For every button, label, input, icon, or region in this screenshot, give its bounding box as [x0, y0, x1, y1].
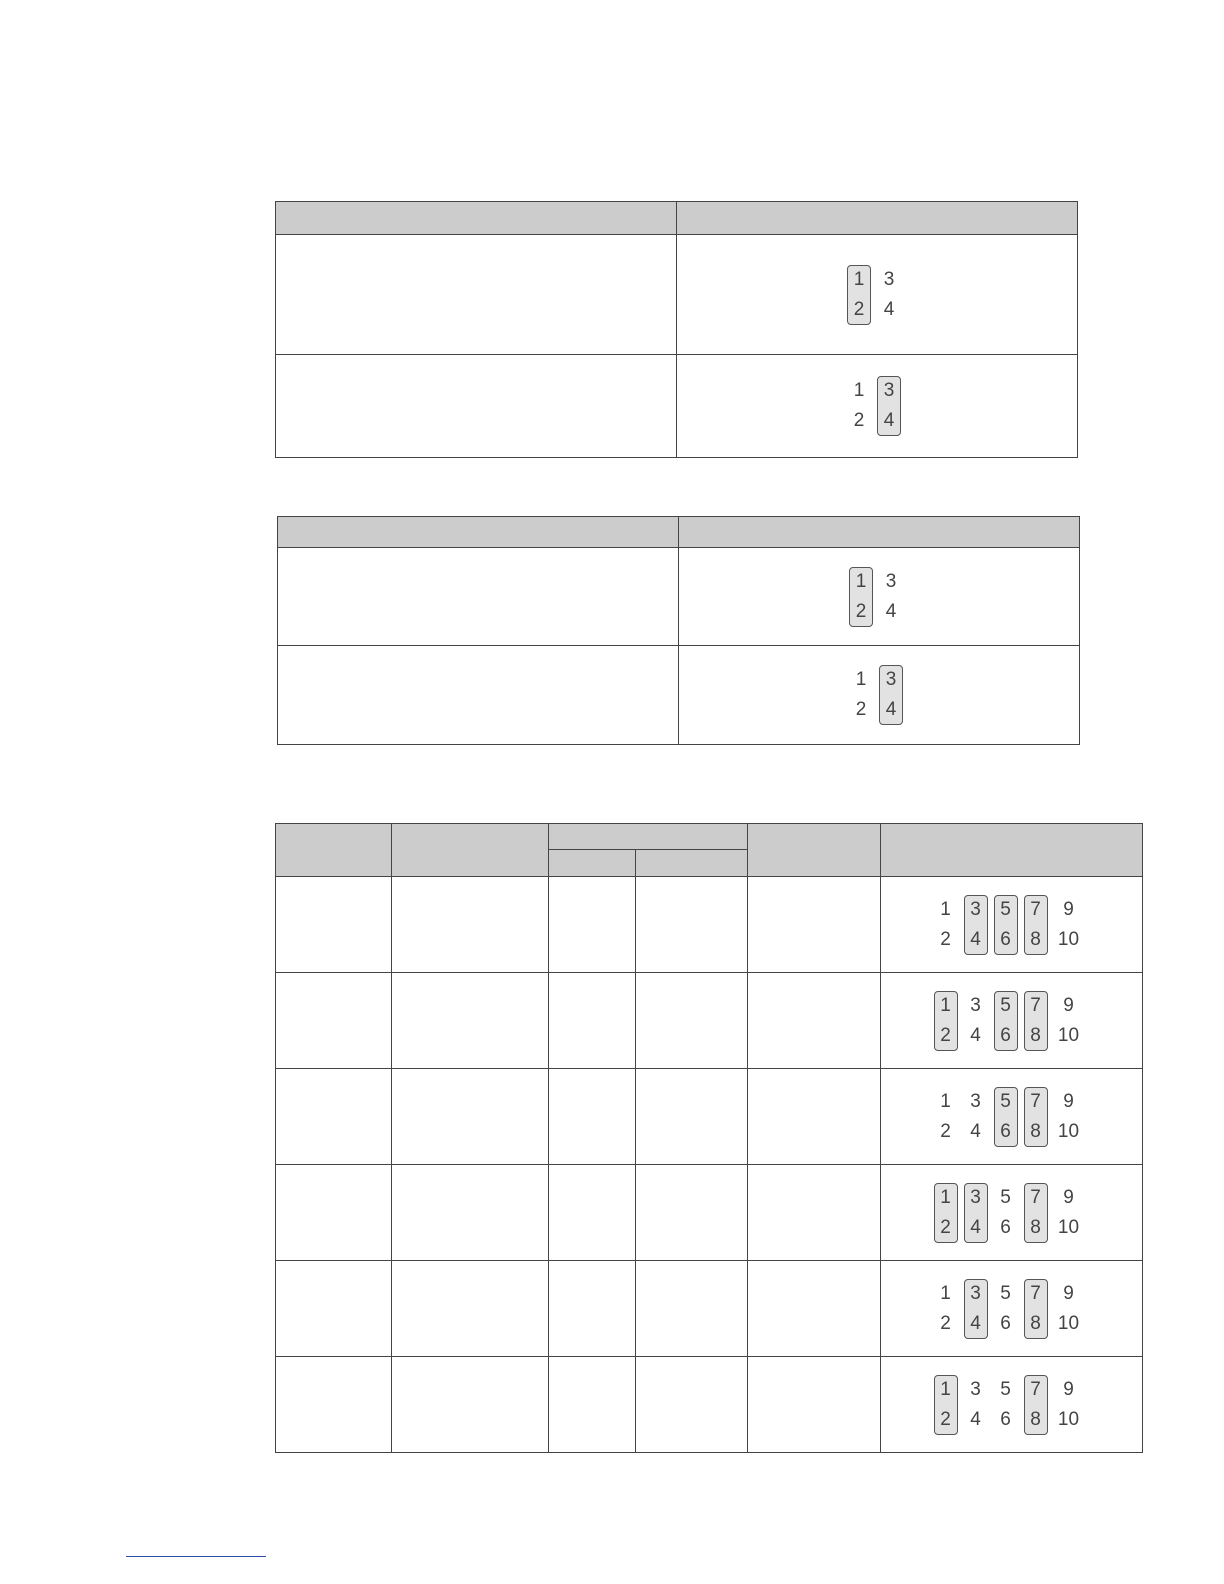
pin-number: 5: [1000, 1090, 1011, 1112]
pin-pair: [879, 567, 903, 627]
pin-number: 5: [1000, 1186, 1011, 1208]
pin-number: 2: [853, 298, 865, 320]
pin-number: 7: [1030, 994, 1041, 1016]
pin-number: 4: [970, 1120, 981, 1142]
pin-pair: [847, 376, 871, 436]
pin-number: 8: [1030, 1216, 1041, 1238]
pin-number: 3: [970, 898, 981, 920]
pin-number: 8: [1030, 1024, 1041, 1046]
table-row: [276, 1357, 1143, 1453]
pin-pair: [849, 665, 873, 725]
pin-number: 2: [940, 1216, 951, 1238]
pin-number: 1: [853, 268, 865, 290]
pin-number: 2: [940, 1408, 951, 1430]
pin-number: 4: [970, 1216, 981, 1238]
pin-number: 3: [885, 669, 897, 690]
jumper-cell: [679, 548, 1080, 646]
pin-number: 4: [970, 1024, 981, 1046]
jumper-cap: [1024, 1375, 1048, 1435]
pin-number: 9: [1063, 1090, 1074, 1112]
pin-number: 10: [1057, 928, 1080, 950]
jumper-cell: [881, 1165, 1143, 1261]
pin-number: 6: [1000, 1312, 1011, 1334]
pin-number: 7: [1030, 1186, 1041, 1208]
jumper-header: [847, 265, 907, 325]
jumper-cell: [677, 355, 1078, 458]
pin-number: 1: [853, 380, 865, 401]
footer-rule: [126, 1556, 266, 1557]
pin-number: 3: [970, 1282, 981, 1304]
pin-number: 4: [883, 410, 895, 431]
pin-number: 10: [1057, 1120, 1080, 1142]
jumper-cap: [849, 567, 873, 627]
description-cell: [276, 235, 677, 355]
jumper-header: [934, 895, 1090, 955]
pin-number: 1: [940, 1282, 951, 1304]
pin-number: 5: [1000, 1282, 1011, 1304]
jumper-header: [849, 567, 909, 627]
pin-number: 7: [1030, 1282, 1041, 1304]
jumper-cap: [879, 665, 903, 725]
jumper-cap: [1024, 991, 1048, 1051]
table-header-cell: [748, 824, 881, 877]
description-cell: [278, 646, 679, 745]
pin-number: 2: [940, 1312, 951, 1334]
pin-number: 6: [1000, 1216, 1011, 1238]
pin-number: 8: [1030, 1312, 1041, 1334]
pin-pair: [964, 991, 988, 1051]
pin-pair: [934, 895, 958, 955]
jumper-header: [934, 1279, 1090, 1339]
table-header-cell: [881, 824, 1143, 877]
pin-number: 9: [1063, 1282, 1074, 1304]
table-row: [276, 235, 1078, 355]
jumper-cap: [847, 265, 871, 325]
jumper-cap: [964, 1279, 988, 1339]
jumper-cap: [934, 1375, 958, 1435]
jumper-cap: [934, 1183, 958, 1243]
table-row: [276, 1165, 1143, 1261]
pin-number: 2: [940, 1120, 951, 1142]
jumper-table-3: [275, 823, 1143, 1453]
pin-number: 2: [940, 1024, 951, 1046]
pin-number: 2: [855, 600, 867, 622]
pin-number: 1: [940, 1186, 951, 1208]
pin-pair: [964, 1087, 988, 1147]
pin-number: 3: [883, 380, 895, 401]
pin-number: 8: [1030, 928, 1041, 950]
table-header-cell: [278, 517, 679, 548]
jumper-cap: [1024, 1279, 1048, 1339]
pin-number: 4: [970, 1312, 981, 1334]
jumper-header: [934, 1087, 1090, 1147]
pin-pair: [1054, 1375, 1084, 1435]
jumper-table-2: [277, 516, 1080, 745]
table-subheader-cell: [549, 850, 636, 877]
jumper-cap: [1024, 895, 1048, 955]
jumper-cap: [964, 1183, 988, 1243]
pin-number: 9: [1063, 1186, 1074, 1208]
pin-number: 1: [940, 1378, 951, 1400]
pin-pair: [1054, 1183, 1084, 1243]
table-header-cell: [276, 202, 677, 235]
pin-number: 1: [940, 898, 951, 920]
table-row: [276, 973, 1143, 1069]
jumper-cap: [1024, 1183, 1048, 1243]
pin-number: 7: [1030, 898, 1041, 920]
table-row: [276, 355, 1078, 458]
pin-number: 2: [940, 928, 951, 950]
pin-number: 3: [970, 1378, 981, 1400]
pin-number: 1: [855, 669, 867, 690]
pin-number: 8: [1030, 1120, 1041, 1142]
table-row: [278, 646, 1080, 745]
pin-number: 1: [855, 570, 867, 592]
pin-pair: [934, 1087, 958, 1147]
pin-pair: [994, 1375, 1018, 1435]
jumper-header: [847, 376, 907, 436]
jumper-cap: [1024, 1087, 1048, 1147]
table-row: [276, 877, 1143, 973]
table-subheader-cell: [636, 850, 748, 877]
description-cell: [276, 355, 677, 458]
pin-number: 7: [1030, 1378, 1041, 1400]
table-header-cell: [392, 824, 549, 877]
jumper-header: [934, 1375, 1090, 1435]
jumper-cap: [964, 895, 988, 955]
jumper-cap: [877, 376, 901, 436]
pin-number: 5: [1000, 994, 1011, 1016]
jumper-cell: [881, 1261, 1143, 1357]
jumper-cap: [994, 895, 1018, 955]
jumper-header: [849, 665, 909, 725]
pin-number: 2: [855, 699, 867, 720]
pin-number: 4: [885, 699, 897, 720]
pin-number: 4: [970, 928, 981, 950]
pin-number: 4: [885, 600, 897, 622]
pin-number: 3: [970, 1090, 981, 1112]
pin-pair: [994, 1183, 1018, 1243]
pin-number: 3: [970, 994, 981, 1016]
pin-pair: [1054, 1279, 1084, 1339]
pin-number: 10: [1057, 1216, 1080, 1238]
pin-number: 9: [1063, 994, 1074, 1016]
table-row: [276, 1261, 1143, 1357]
pin-number: 6: [1000, 928, 1011, 950]
pin-number: 6: [1000, 1120, 1011, 1142]
pin-number: 4: [883, 298, 895, 320]
pin-pair: [1054, 895, 1084, 955]
jumper-cell: [677, 235, 1078, 355]
jumper-cap: [994, 991, 1018, 1051]
pin-number: 9: [1063, 1378, 1074, 1400]
pin-number: 6: [1000, 1024, 1011, 1046]
pin-number: 7: [1030, 1090, 1041, 1112]
jumper-header: [934, 1183, 1090, 1243]
pin-number: 8: [1030, 1408, 1041, 1430]
pin-pair: [934, 1279, 958, 1339]
pin-number: 3: [885, 570, 897, 592]
jumper-cell: [881, 973, 1143, 1069]
pin-number: 1: [940, 1090, 951, 1112]
pin-pair: [994, 1279, 1018, 1339]
table-row: [278, 548, 1080, 646]
jumper-cell: [881, 1357, 1143, 1453]
pin-number: 10: [1057, 1312, 1080, 1334]
jumper-cell: [679, 646, 1080, 745]
table-header-cell: [679, 517, 1080, 548]
jumper-header: [934, 991, 1090, 1051]
pin-number: 5: [1000, 898, 1011, 920]
pin-number: 1: [940, 994, 951, 1016]
pin-number: 2: [853, 410, 865, 431]
pin-number: 6: [1000, 1408, 1011, 1430]
jumper-cell: [881, 877, 1143, 973]
pin-number: 4: [970, 1408, 981, 1430]
pin-number: 10: [1057, 1408, 1080, 1430]
jumper-table-1: [275, 201, 1078, 458]
table-header-cell: [276, 824, 392, 877]
table-header-cell: [549, 824, 748, 850]
table-row: [276, 1069, 1143, 1165]
jumper-cell: [881, 1069, 1143, 1165]
pin-number: 9: [1063, 898, 1074, 920]
pin-number: 3: [970, 1186, 981, 1208]
pin-number: 5: [1000, 1378, 1011, 1400]
pin-pair: [1054, 991, 1084, 1051]
pin-pair: [1054, 1087, 1084, 1147]
jumper-cap: [934, 991, 958, 1051]
pin-number: 10: [1057, 1024, 1080, 1046]
jumper-cap: [994, 1087, 1018, 1147]
pin-pair: [964, 1375, 988, 1435]
pin-number: 3: [883, 268, 895, 290]
pin-pair: [877, 265, 901, 325]
description-cell: [278, 548, 679, 646]
table-header-cell: [677, 202, 1078, 235]
